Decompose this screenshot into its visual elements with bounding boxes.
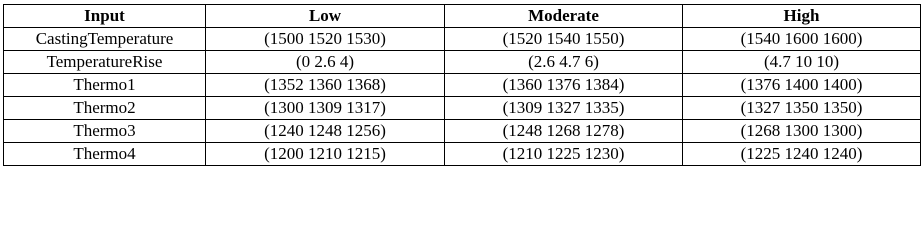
cell-low: (1200 1210 1215) (206, 143, 445, 166)
cell-high: (1327 1350 1350) (683, 97, 921, 120)
header-moderate: Moderate (445, 5, 683, 28)
header-input: Input (4, 5, 206, 28)
cell-moderate: (1520 1540 1550) (445, 28, 683, 51)
cell-low: (1240 1248 1256) (206, 120, 445, 143)
cell-low: (1352 1360 1368) (206, 74, 445, 97)
cell-input: Thermo2 (4, 97, 206, 120)
header-high: High (683, 5, 921, 28)
table-container (3, 4, 920, 166)
cell-low: (1500 1520 1530) (206, 28, 445, 51)
cell-moderate: (1210 1225 1230) (445, 143, 683, 166)
table-row (4, 28, 921, 51)
cell-moderate: (2.6 4.7 6) (445, 51, 683, 74)
cell-low: (0 2.6 4) (206, 51, 445, 74)
table-row (4, 143, 921, 166)
cell-input: Thermo4 (4, 143, 206, 166)
fuzzy-input-table (3, 4, 921, 166)
table-row (4, 51, 921, 74)
header-row (4, 5, 921, 28)
table-row (4, 120, 921, 143)
cell-input: Thermo3 (4, 120, 206, 143)
cell-high: (1225 1240 1240) (683, 143, 921, 166)
cell-input: TemperatureRise (4, 51, 206, 74)
header-low: Low (206, 5, 445, 28)
cell-input: CastingTemperature (4, 28, 206, 51)
table-row (4, 97, 921, 120)
cell-high: (4.7 10 10) (683, 51, 921, 74)
table-row (4, 74, 921, 97)
cell-high: (1540 1600 1600) (683, 28, 921, 51)
cell-input: Thermo1 (4, 74, 206, 97)
cell-moderate: (1360 1376 1384) (445, 74, 683, 97)
cell-moderate: (1309 1327 1335) (445, 97, 683, 120)
cell-moderate: (1248 1268 1278) (445, 120, 683, 143)
cell-high: (1268 1300 1300) (683, 120, 921, 143)
cell-high: (1376 1400 1400) (683, 74, 921, 97)
cell-low: (1300 1309 1317) (206, 97, 445, 120)
